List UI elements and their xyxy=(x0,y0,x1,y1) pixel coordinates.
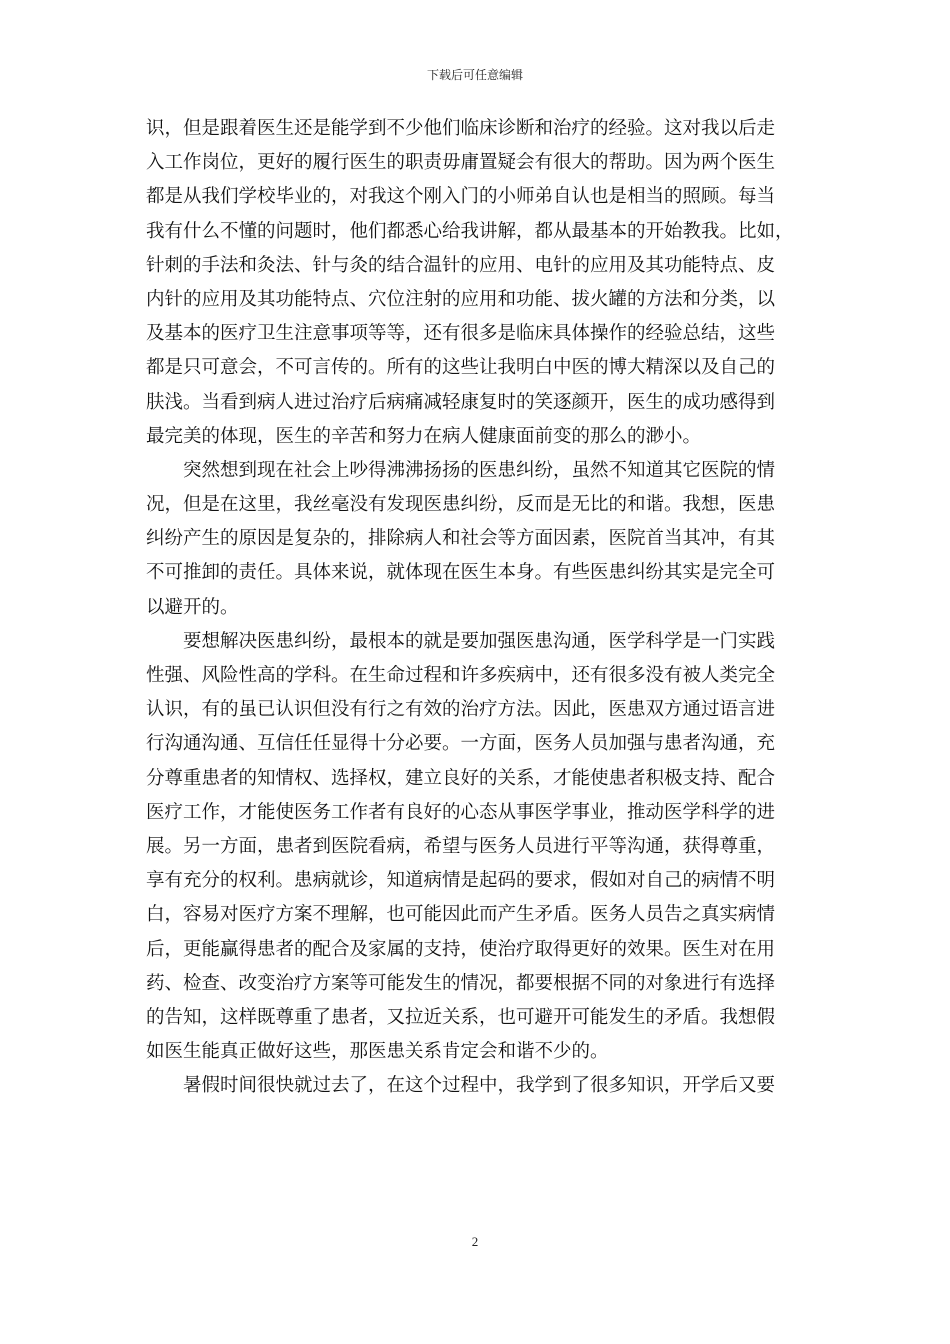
text-line: 入工作岗位，更好的履行医生的职责毋庸置疑会有很大的帮助。因为两个医生 xyxy=(146,152,776,174)
text-line: 性强、风险性高的学科。在生命过程和许多疾病中，还有很多没有被人类完全 xyxy=(146,665,776,686)
text-line: 要想解决医患纠纷，最根本的就是要加强医患沟通，医学科学是一门实践 xyxy=(146,630,776,652)
text-line: 纠纷产生的原因是复杂的，排除病人和社会等方面因素，医院首当其冲，有其 xyxy=(146,528,776,550)
text-line: 不可推卸的责任。具体来说，就体现在医生本身。有些医患纠纷其实是完全可 xyxy=(146,562,776,584)
text-line: 暑假时间很快就过去了，在这个过程中，我学到了很多知识，开学后又要 xyxy=(146,1075,776,1097)
text-line: 以避开的。 xyxy=(146,596,239,618)
text-line: 我有什么不懂的问题时，他们都悉心给我讲解，都从最基本的开始教我。比如， xyxy=(146,220,794,242)
text-line: 享有充分的权利。患病就诊，知道病情是起码的要求，假如对自己的病情不明 xyxy=(146,870,776,892)
text-line: 白，容易对医疗方案不理解，也可能因此而产生矛盾。医务人员告之真实病情 xyxy=(146,904,776,926)
text-line: 况，但是在这里，我丝毫没有发现医患纠纷，反而是无比的和谐。我想，医患 xyxy=(146,494,776,516)
body-text xyxy=(146,112,814,1103)
page-header: 下载后可任意编辑 xyxy=(426,68,523,82)
text-line: 药、检查、改变治疗方案等可能发生的情况，都要根据不同的对象进行有选择 xyxy=(146,972,776,994)
text-line: 肤浅。当看到病人进过治疗后病痛减轻康复时的笑逐颜开，医生的成功感得到 xyxy=(146,391,776,413)
text-line: 识，但是跟着医生还是能学到不少他们临床诊断和治疗的经验。这对我以后走 xyxy=(146,118,776,139)
text-line: 最完美的体现，医生的辛苦和努力在病人健康面前变的那么的渺小。 xyxy=(146,425,702,447)
text-line: 医疗工作，才能使医务工作者有良好的心态从事医学事业，推动医学科学的进 xyxy=(146,801,776,823)
text-line: 行沟通沟通、互信任任显得十分必要。一方面，医务人员加强与患者沟通，充 xyxy=(146,733,776,755)
text-line: 突然想到现在社会上吵得沸沸扬扬的医患纠纷，虽然不知道其它医院的情 xyxy=(146,459,776,481)
page-number: 2 xyxy=(471,1234,479,1249)
text-line: 认识，有的虽已认识但没有行之有效的治疗方法。因此，医患双方通过语言进 xyxy=(146,699,776,721)
text-line: 都是只可意会，不可言传的。所有的这些让我明白中医的博大精深以及自己的 xyxy=(146,357,776,379)
text-line: 展。另一方面，患者到医院看病，希望与医务人员进行平等沟通，获得尊重， xyxy=(146,835,776,857)
text-line: 都是从我们学校毕业的，对我这个刚入门的小师弟自认也是相当的照顾。每当 xyxy=(146,186,776,208)
text-line: 针刺的手法和灸法、针与灸的结合温针的应用、电针的应用及其功能特点、皮 xyxy=(146,254,776,276)
text-line: 内针的应用及其功能特点、穴位注射的应用和功能、拔火罐的方法和分类，以 xyxy=(146,288,776,310)
text-line: 的告知，这样既尊重了患者，又拉近关系，也可避开可能发生的矛盾。我想假 xyxy=(146,1006,776,1028)
text-line: 如医生能真正做好这些，那医患关系肯定会和谐不少的。 xyxy=(146,1041,609,1063)
text-line: 后，更能赢得患者的配合及家属的支持，使治疗取得更好的效果。医生对在用 xyxy=(146,938,776,960)
text-line: 及基本的医疗卫生注意事项等等，还有很多是临床具体操作的经验总结，这些 xyxy=(146,323,776,345)
text-line: 分尊重患者的知情权、选择权，建立良好的关系，才能使患者积极支持、配合 xyxy=(146,767,776,789)
